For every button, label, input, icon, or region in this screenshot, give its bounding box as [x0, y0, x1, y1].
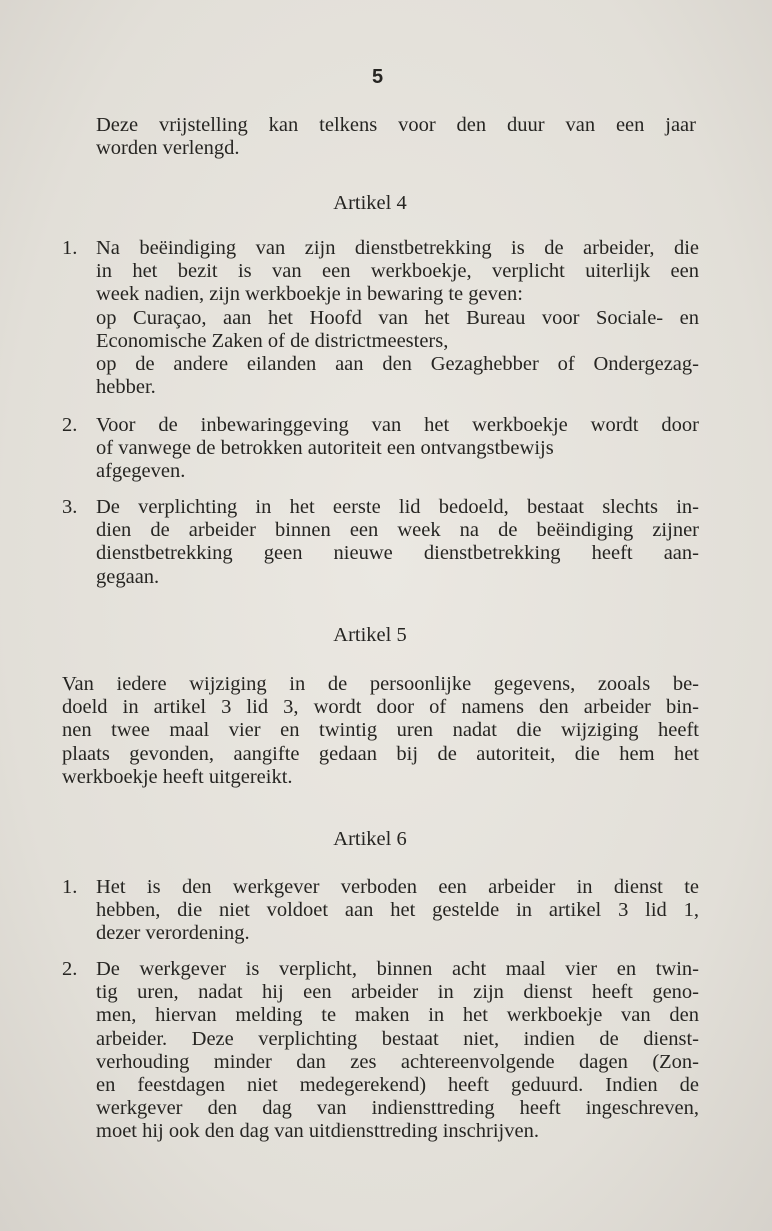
text-line: De verplichting in het eerste lid bedoeld, bestaat slechts in-: [96, 496, 699, 518]
text-line: werkboekje heeft uitgereikt.: [62, 765, 293, 788]
page-number: 5: [372, 66, 384, 88]
text-line: moet hij ook den dag van uitdiensttreding inschrijven.: [96, 1120, 539, 1143]
text-line: Van iedere wijziging in de persoonlijke gegevens, zooals be-: [62, 673, 699, 695]
text-line: tig uren, nadat hij een arbeider in zijn dienst heeft geno-: [96, 981, 699, 1004]
text-line: gegaan.: [96, 565, 160, 588]
text-line: plaats gevonden, aangifte gedaan bij de autoriteit, die hem het: [62, 742, 699, 765]
artikel-4-item-2: [96, 414, 699, 484]
item-number: 1.: [62, 876, 78, 898]
text-line: werkgever den dag van indiensttreding heeft ingeschreven,: [96, 1097, 699, 1120]
item-number: 1.: [62, 237, 78, 259]
text-line: op Curaçao, aan het Hoofd van het Bureau voor Sociale- en: [96, 306, 699, 329]
artikel-4-item-1: [96, 237, 699, 399]
intro-paragraph: [96, 114, 696, 160]
text-line: op de andere eilanden aan den Gezaghebber of Ondergezag-: [96, 353, 699, 376]
artikel-4-heading: Artikel 4: [333, 192, 407, 214]
text-line: worden verlengd.: [96, 137, 240, 160]
text-line: dezer verordening.: [96, 922, 250, 945]
text-line: week nadien, zijn werkboekje in bewaring te geven:: [96, 283, 523, 306]
artikel-5-paragraph: [62, 673, 699, 789]
text-line: Voor de inbewaringgeving van het werkboekje wordt door: [96, 414, 699, 436]
text-line: Het is den werkgever verboden een arbeider in dienst te: [96, 876, 699, 898]
text-line: hebben, die niet voldoet aan het gestelde in artikel 3 lid 1,: [96, 899, 699, 922]
text-line: en feestdagen niet medegerekend) heeft geduurd. Indien de: [96, 1074, 699, 1097]
text-line: of vanwege de betrokken autoriteit een ontvangstbewijs: [96, 437, 554, 460]
artikel-6-item-2: [96, 958, 699, 1144]
text-line: arbeider. Deze verplichting bestaat niet, indien de dienst-: [96, 1027, 699, 1050]
item-number: 2.: [62, 958, 78, 980]
text-line: verhouding minder dan zes achtereenvolgende dagen (Zon-: [96, 1050, 699, 1073]
text-line: De werkgever is verplicht, binnen acht maal vier en twin-: [96, 958, 699, 980]
artikel-6-item-1: [96, 876, 699, 946]
text-line: Deze vrijstelling kan telkens voor den duur van een jaar: [96, 114, 696, 136]
item-number: 3.: [62, 496, 78, 518]
artikel-6-heading: Artikel 6: [333, 828, 407, 850]
artikel-4-item-3: [96, 496, 699, 589]
text-line: nen twee maal vier en twintig uren nadat die wijziging heeft: [62, 719, 699, 742]
text-line: dien de arbeider binnen een week na de beëindiging zijner: [96, 519, 699, 542]
artikel-5-heading: Artikel 5: [333, 624, 407, 646]
text-line: hebber.: [96, 376, 156, 399]
text-line: in het bezit is van een werkboekje, verplicht uiterlijk een: [96, 260, 699, 283]
text-line: Economische Zaken of de districtmeesters,: [96, 329, 449, 352]
text-line: Na beëindiging van zijn dienstbetrekking is de arbeider, die: [96, 237, 699, 259]
text-line: dienstbetrekking geen nieuwe dienstbetrekking heeft aan-: [96, 542, 699, 565]
text-line: afgegeven.: [96, 460, 186, 483]
item-number: 2.: [62, 414, 78, 436]
text-line: doeld in artikel 3 lid 3, wordt door of namens den arbeider bin-: [62, 696, 699, 719]
text-line: men, hiervan melding te maken in het werkboekje van den: [96, 1004, 699, 1027]
